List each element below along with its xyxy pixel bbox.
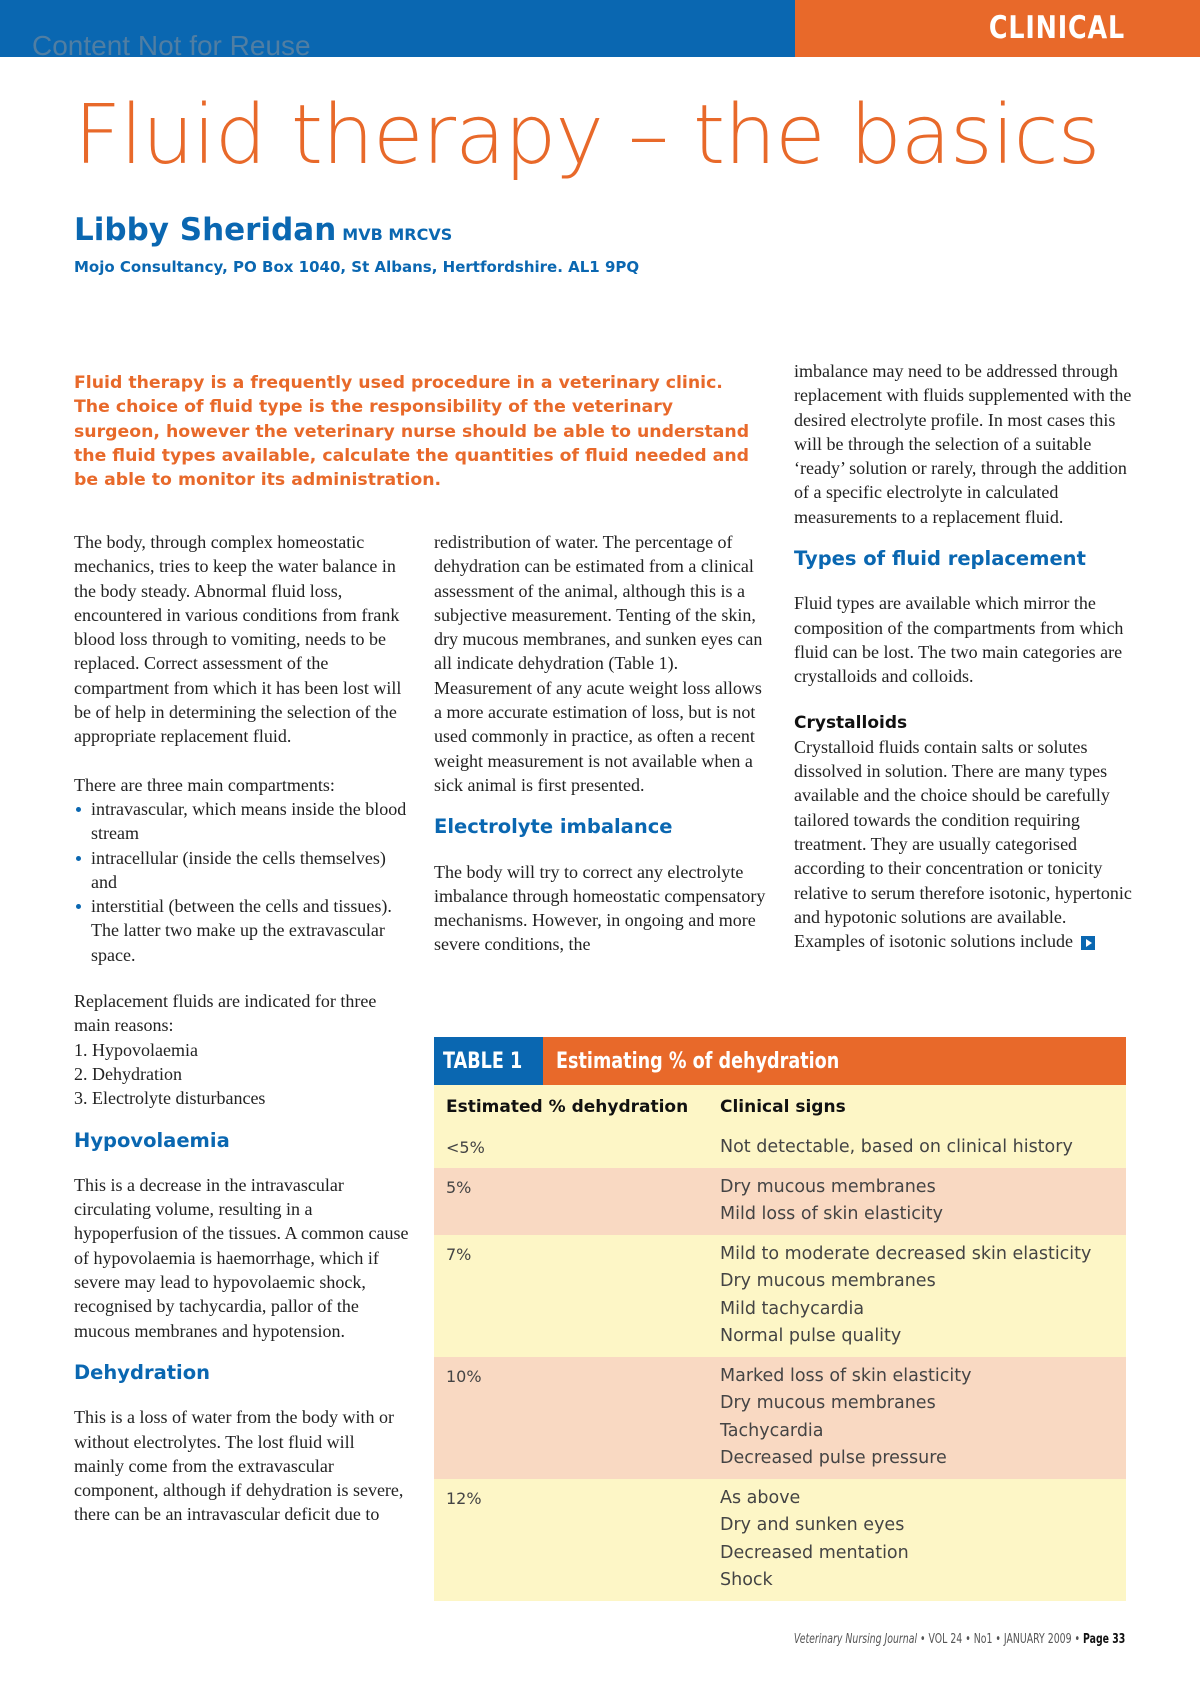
table-cell-percent: 10% bbox=[446, 1366, 482, 1386]
body-paragraph: imbalance may need to be addressed through replacement with fluids supplemented with the desired electrolyte profile. In most cases this will be through the selection of a suitable ‘ready’ solution or rarely, through the addition of a specific electrolyte in calculated measurements to a replacement fluid. bbox=[794, 361, 1132, 527]
continue-arrow-icon bbox=[1081, 936, 1095, 950]
body-paragraph: The body, through complex homeostatic mechanics, tries to keep the water balance in the body steady. Abnormal fluid loss, encountered in various conditions from frank blood loss through to vomiting, needs to be replaced. Correct assessment of the compartment from which it has been lost will be of help in determining the selection of the appropriate replacement fluid. bbox=[74, 532, 402, 747]
clinical-sign: Not detectable, based on clinical history bbox=[720, 1137, 1073, 1157]
crystalloids-text: Crystalloid fluids contain salts or solutes dissolved in solution. There are many types available and the choice should be carefully tailored towards the condition requiring treatment. They are usually categorised according to their concentration or tonicity relative to serum therefore isotonic, hypertonic and hypotonic solutions are available. Examples of isotonic solutions include bbox=[794, 736, 1132, 952]
clinical-sign: Mild to moderate decreased skin elasticity bbox=[720, 1243, 1092, 1264]
author-qualifications: MVB MRCVS bbox=[342, 225, 453, 244]
compartments-list bbox=[74, 797, 409, 967]
body-paragraph: Fluid types are available which mirror the composition of the compartments from which fluid can be lost. The two main categories are crystalloids and colloids. bbox=[794, 593, 1124, 687]
list-item: 2. Dehydration bbox=[74, 1063, 182, 1084]
body-paragraph bbox=[794, 735, 1134, 954]
heading-types-of-fluid: Types of fluid replacement bbox=[794, 547, 1086, 571]
clinical-sign: As above bbox=[720, 1487, 801, 1508]
table-cell-signs bbox=[720, 1174, 1126, 1229]
intro-paragraph: Fluid therapy is a frequently used procedure in a veterinary clinic. The choice of fluid type is the responsibility of the veterinary surgeon, however the veterinary nurse should be able to understand the fluid types available, calculate the quantities of fluid needed and be able to monitor its administration. bbox=[74, 373, 750, 491]
article-title: Fluid therapy – the basics bbox=[74, 88, 1100, 183]
table-cell-signs bbox=[720, 1241, 1126, 1351]
dehydration-table bbox=[434, 1037, 1126, 1601]
journal-name: Veterinary Nursing Journal bbox=[793, 1632, 917, 1647]
page-footer: Veterinary Nursing Journal • VOL 24 • No1 • JANUARY 2009 • Page 33 bbox=[793, 1632, 1125, 1647]
column-3 bbox=[794, 359, 1134, 954]
column-header: Clinical signs bbox=[720, 1096, 846, 1117]
table-row bbox=[434, 1128, 1126, 1168]
heading-hypovolaemia: Hypovolaemia bbox=[74, 1128, 230, 1152]
clinical-sign: Dry and sunken eyes bbox=[720, 1515, 905, 1535]
watermark: Content Not for Reuse bbox=[32, 30, 311, 61]
clinical-sign: Dry mucous membranes bbox=[720, 1393, 936, 1413]
clinical-sign: Dry mucous membranes bbox=[720, 1176, 936, 1197]
list-item: intravascular, which means inside the blood stream bbox=[74, 797, 409, 846]
body-paragraph: redistribution of water. The percentage of dehydration can be estimated from a clinical assessment of the animal, although this is a subjective measurement. Tenting of the skin, dry mucous membranes, and sunken eyes can all indicate dehydration (Table 1). Measurement of any acute weight loss allows a more accurate estimation of loss, but is not used commonly in practice, as often a recent weight measurement is not available when a sick animal is first presented. bbox=[434, 532, 763, 795]
author-name: Libby Sheridan bbox=[74, 212, 337, 248]
clinical-sign: Shock bbox=[720, 1570, 773, 1590]
table-cell-signs bbox=[720, 1134, 1126, 1162]
table-row bbox=[434, 1168, 1126, 1235]
page-number: Page 33 bbox=[1082, 1632, 1125, 1647]
table-cell-percent: <5% bbox=[446, 1138, 485, 1157]
table-column-headers bbox=[434, 1085, 1126, 1128]
body-paragraph: This is a decrease in the intravascular circulating volume, resulting in a hypoperfusion of the tissues. A common cause of hypovolaemia is haemorrhage, which if severe may lead to hypovolaemic shock, recognised by tachycardia, pallor of the mucous membranes and hypotension. bbox=[74, 1174, 409, 1341]
journal-volume: VOL 24 bbox=[928, 1632, 962, 1647]
clinical-sign: Mild tachycardia bbox=[720, 1298, 865, 1319]
list-item: 1. Hypovolaemia bbox=[74, 1039, 198, 1060]
list-item: intracellular (inside the cells themselves) and bbox=[74, 846, 409, 895]
clinical-sign: Dry mucous membranes bbox=[720, 1271, 936, 1291]
table-row bbox=[434, 1357, 1126, 1479]
journal-date: JANUARY 2009 bbox=[1003, 1632, 1072, 1647]
clinical-sign: Mild loss of skin elasticity bbox=[720, 1204, 943, 1224]
clinical-sign: Decreased mentation bbox=[720, 1542, 909, 1563]
table-cell-signs bbox=[720, 1485, 1126, 1595]
reasons-list bbox=[74, 1038, 409, 1111]
journal-issue: No1 bbox=[973, 1632, 993, 1647]
heading-dehydration: Dehydration bbox=[74, 1360, 211, 1384]
table-label: TABLE 1 bbox=[434, 1037, 543, 1085]
author-affiliation: Mojo Consultancy, PO Box 1040, St Albans, Hertfordshire. AL1 9PQ bbox=[74, 258, 640, 276]
clinical-sign: Normal pulse quality bbox=[720, 1326, 902, 1346]
reasons-intro: Replacement fluids are indicated for three main reasons: bbox=[74, 991, 377, 1036]
list-item: 3. Electrolyte disturbances bbox=[74, 1088, 266, 1109]
body-paragraph: The body will try to correct any electrolyte imbalance through homeostatic compensatory mechanisms. However, in ongoing and more severe conditions, the bbox=[434, 861, 766, 955]
table-header bbox=[434, 1037, 1126, 1085]
heading-crystalloids: Crystalloids bbox=[794, 712, 908, 733]
column-header: Estimated % dehydration bbox=[446, 1096, 689, 1117]
table-row bbox=[434, 1479, 1126, 1601]
body-paragraph: This is a loss of water from the body with or without electrolytes. The lost fluid will mainly come from the extravascular component, although if dehydration is severe, there can be an intravascular deficit due to bbox=[74, 1407, 404, 1525]
section-label: CLINICAL bbox=[988, 10, 1125, 46]
heading-electrolyte-imbalance: Electrolyte imbalance bbox=[434, 815, 673, 839]
table-body bbox=[434, 1128, 1126, 1601]
clinical-sign: Tachycardia bbox=[720, 1420, 824, 1441]
clinical-sign: Marked loss of skin elasticity bbox=[720, 1365, 972, 1386]
table-row bbox=[434, 1235, 1126, 1357]
compartments-intro: There are three main compartments: bbox=[74, 774, 335, 795]
table-title: Estimating % of dehydration bbox=[543, 1037, 1126, 1085]
author-line bbox=[74, 212, 452, 248]
column-1 bbox=[74, 530, 409, 1527]
table-cell-percent: 12% bbox=[446, 1488, 482, 1508]
table-cell-signs bbox=[720, 1363, 1126, 1473]
clinical-sign: Decreased pulse pressure bbox=[720, 1448, 947, 1468]
column-2 bbox=[434, 530, 769, 957]
table-cell-percent: 5% bbox=[446, 1177, 472, 1197]
list-item: interstitial (between the cells and tissues). The latter two make up the extravascular space. bbox=[74, 894, 409, 967]
table-cell-percent: 7% bbox=[446, 1244, 472, 1264]
